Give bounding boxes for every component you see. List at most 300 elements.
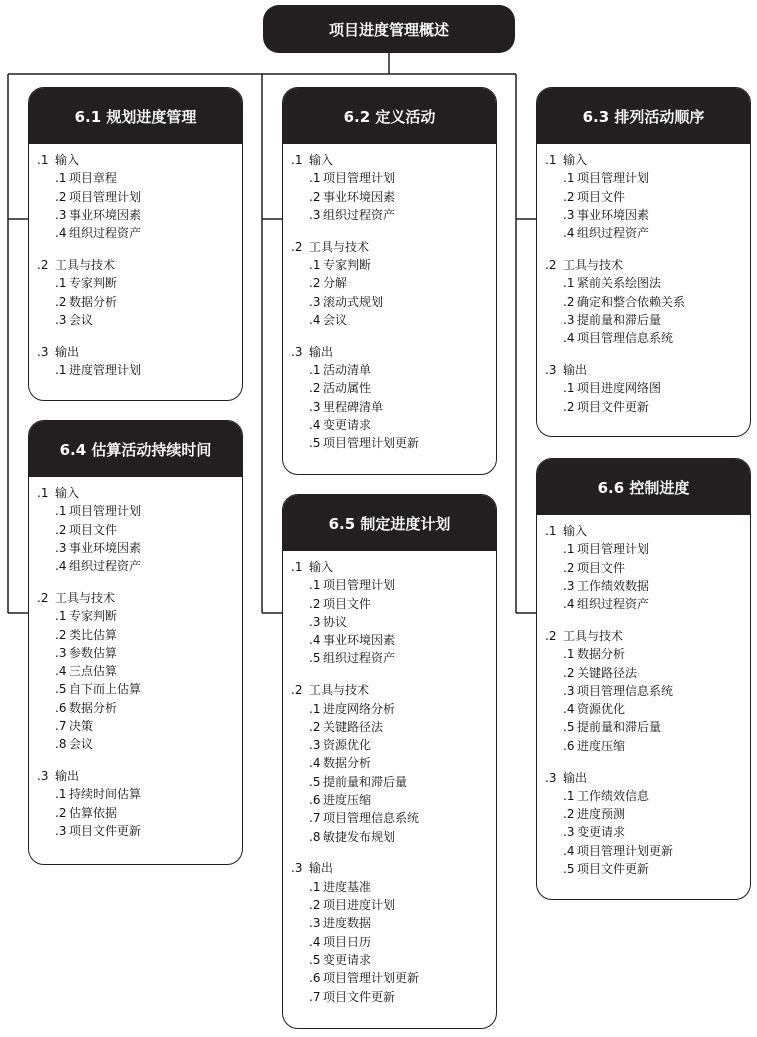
item-number: .6 — [55, 700, 67, 715]
list-item — [37, 274, 242, 292]
section-outputs — [291, 859, 496, 1005]
item-number: .1 — [55, 787, 67, 802]
item-text: 组织过程资产 — [323, 651, 396, 666]
section-name: 输入 — [309, 560, 334, 574]
list-item — [291, 896, 496, 914]
item-text: 项目日历 — [323, 934, 372, 949]
section-title — [545, 256, 750, 274]
list-item — [545, 559, 750, 577]
list-item — [37, 644, 242, 662]
list-item — [291, 878, 496, 896]
section-title — [545, 361, 750, 379]
item-text: 进度网络分析 — [323, 701, 396, 716]
item-number: .2 — [563, 560, 575, 575]
list-item — [291, 416, 496, 434]
item-text: 组织过程资产 — [577, 597, 650, 612]
item-number: .3 — [309, 916, 321, 931]
list-item — [291, 576, 496, 594]
list-item — [37, 293, 242, 311]
item-text: 会议 — [323, 312, 348, 327]
item-number: .2 — [563, 665, 575, 680]
list-item — [291, 613, 496, 631]
list-item — [37, 717, 242, 735]
item-number: .4 — [563, 226, 575, 241]
list-item — [291, 969, 496, 987]
section-number: .2 — [545, 628, 557, 643]
item-text: 项目文件更新 — [323, 989, 396, 1004]
item-number: .2 — [55, 522, 67, 537]
item-text: 参数估算 — [69, 645, 118, 660]
list-item — [545, 224, 750, 242]
list-item — [545, 700, 750, 718]
section-number: .1 — [545, 524, 557, 538]
item-number: .1 — [309, 701, 321, 716]
list-item — [291, 256, 496, 274]
item-number: .2 — [309, 276, 321, 291]
item-text: 分解 — [323, 276, 348, 291]
item-number: .6 — [563, 738, 575, 753]
section-number: .2 — [545, 257, 557, 272]
item-text: 里程碑清单 — [323, 399, 384, 414]
list-item — [545, 664, 750, 682]
process-header — [537, 88, 750, 144]
list-item — [545, 595, 750, 613]
item-text: 持续时间估算 — [69, 787, 142, 802]
process-box-6-4 — [28, 420, 243, 865]
process-box-6-3 — [536, 87, 751, 437]
process-header — [537, 459, 750, 515]
item-number: .6 — [309, 793, 321, 808]
section-name: 工具与技术 — [55, 257, 116, 272]
item-text: 事业环境因素 — [323, 189, 396, 204]
item-number: .7 — [55, 719, 67, 734]
list-item — [545, 206, 750, 224]
item-text: 数据分析 — [577, 647, 626, 662]
list-item — [37, 626, 242, 644]
list-item — [37, 502, 242, 520]
section-name: 输出 — [309, 344, 334, 359]
item-text: 专家判断 — [323, 257, 372, 272]
section-number: .1 — [291, 560, 303, 574]
process-title: 6.3 排列活动顺序 — [582, 107, 705, 126]
section-tools — [545, 256, 750, 347]
list-item — [37, 521, 242, 539]
list-item — [37, 224, 242, 242]
list-item — [37, 188, 242, 206]
list-item — [545, 823, 750, 841]
list-item — [37, 822, 242, 840]
section-title — [291, 151, 496, 169]
item-number: .2 — [55, 294, 67, 309]
section-name: 输入 — [309, 153, 334, 167]
item-number: .1 — [563, 171, 575, 186]
item-number: .2 — [563, 294, 575, 309]
item-text: 进度预测 — [577, 807, 626, 822]
item-text: 活动属性 — [323, 381, 372, 396]
section-name: 输入 — [563, 153, 588, 167]
section-title — [545, 627, 750, 645]
item-text: 组织过程资产 — [323, 207, 396, 222]
item-number: .4 — [563, 843, 575, 858]
list-item — [545, 577, 750, 595]
item-text: 活动清单 — [323, 362, 372, 377]
item-number: .1 — [55, 276, 67, 291]
list-item — [545, 787, 750, 805]
item-text: 项目管理计划 — [69, 504, 142, 519]
item-text: 事业环境因素 — [69, 540, 142, 555]
section-name: 工具与技术 — [309, 683, 370, 698]
item-text: 项目管理计划更新 — [323, 971, 420, 986]
item-text: 确定和整合依赖关系 — [577, 294, 686, 309]
item-number: .2 — [55, 189, 67, 204]
item-number: .2 — [309, 596, 321, 611]
item-text: 组织过程资产 — [69, 559, 142, 574]
process-box-6-1 — [28, 87, 243, 401]
item-number: .5 — [563, 720, 575, 735]
item-number: .3 — [55, 207, 67, 222]
item-number: .4 — [563, 597, 575, 612]
section-outputs — [37, 343, 242, 380]
list-item — [545, 274, 750, 292]
item-text: 项目管理信息系统 — [577, 683, 674, 698]
item-text: 决策 — [69, 719, 94, 734]
list-item — [291, 361, 496, 379]
item-number: .3 — [55, 540, 67, 555]
process-header — [29, 88, 242, 144]
list-item — [37, 311, 242, 329]
section-number: .3 — [291, 344, 303, 359]
item-number: .3 — [55, 312, 67, 327]
process-box-6-5 — [282, 494, 497, 1029]
item-text: 项目文件 — [577, 189, 626, 204]
item-text: 进度基准 — [323, 879, 372, 894]
list-item — [291, 311, 496, 329]
item-number: .2 — [55, 627, 67, 642]
item-number: .3 — [309, 207, 321, 222]
list-item — [545, 718, 750, 736]
section-outputs — [545, 769, 750, 879]
section-title — [37, 343, 242, 361]
item-text: 关键路径法 — [323, 719, 384, 734]
list-item — [37, 206, 242, 224]
list-item — [291, 188, 496, 206]
list-item — [291, 169, 496, 187]
section-number: .2 — [291, 239, 303, 254]
section-number: .1 — [545, 153, 557, 167]
item-text: 会议 — [69, 737, 94, 752]
item-text: 项目文件 — [577, 560, 626, 575]
item-text: 敏捷发布规划 — [323, 829, 396, 844]
item-text: 项目文件更新 — [577, 862, 650, 877]
item-text: 项目管理信息系统 — [577, 331, 674, 346]
section-title — [37, 484, 242, 502]
section-name: 输出 — [563, 362, 588, 377]
section-name: 输出 — [55, 769, 80, 784]
item-text: 项目进度计划 — [323, 898, 396, 913]
item-text: 项目管理计划 — [69, 189, 142, 204]
process-header — [283, 495, 496, 551]
item-number: .4 — [309, 417, 321, 432]
item-text: 数据分析 — [69, 700, 118, 715]
list-item — [37, 539, 242, 557]
item-number: .3 — [309, 294, 321, 309]
item-number: .2 — [55, 805, 67, 820]
item-text: 估算依据 — [69, 805, 118, 820]
item-text: 变更请求 — [577, 825, 626, 840]
item-number: .1 — [309, 578, 321, 593]
item-text: 工作绩效数据 — [577, 578, 650, 593]
list-item — [545, 645, 750, 663]
item-text: 滚动式规划 — [323, 294, 384, 309]
list-item — [37, 169, 242, 187]
item-number: .1 — [563, 381, 575, 396]
section-tools — [291, 681, 496, 846]
section-inputs — [545, 522, 750, 613]
item-number: .3 — [563, 578, 575, 593]
process-title: 6.4 估算活动持续时间 — [59, 440, 212, 459]
process-body — [283, 551, 496, 1006]
item-text: 项目管理计划更新 — [323, 436, 420, 451]
list-item — [545, 398, 750, 416]
item-number: .4 — [309, 633, 321, 648]
section-tools — [37, 589, 242, 754]
item-number: .3 — [309, 738, 321, 753]
item-number: .3 — [563, 312, 575, 327]
item-text: 进度压缩 — [323, 793, 372, 808]
section-title — [545, 151, 750, 169]
item-number: .1 — [309, 257, 321, 272]
list-item — [545, 169, 750, 187]
list-item — [291, 434, 496, 452]
section-number: .3 — [37, 344, 49, 359]
item-text: 项目管理计划 — [577, 542, 650, 557]
item-number: .3 — [55, 645, 67, 660]
list-item — [37, 680, 242, 698]
section-inputs — [291, 558, 496, 668]
item-number: .2 — [563, 399, 575, 414]
section-inputs — [37, 484, 242, 575]
item-text: 项目文件 — [69, 522, 118, 537]
list-item — [291, 595, 496, 613]
process-body — [29, 144, 242, 379]
item-text: 项目管理计划 — [577, 171, 650, 186]
section-number: .1 — [37, 153, 49, 167]
section-tools — [37, 256, 242, 329]
item-number: .5 — [309, 774, 321, 789]
section-name: 输出 — [309, 861, 334, 876]
section-name: 工具与技术 — [563, 257, 624, 272]
item-text: 自下而上估算 — [69, 682, 142, 697]
item-text: 提前量和滞后量 — [323, 774, 408, 789]
process-body — [283, 144, 496, 452]
list-item — [545, 293, 750, 311]
list-item — [291, 293, 496, 311]
process-header — [283, 88, 496, 144]
item-text: 项目文件更新 — [69, 824, 142, 839]
item-number: .8 — [55, 737, 67, 752]
item-text: 项目文件更新 — [577, 399, 650, 414]
list-item — [545, 805, 750, 823]
section-title — [37, 767, 242, 785]
item-number: .1 — [309, 362, 321, 377]
section-name: 输入 — [563, 524, 588, 538]
section-name: 输出 — [55, 344, 80, 359]
list-item — [545, 188, 750, 206]
item-text: 组织过程资产 — [69, 226, 142, 241]
item-number: .4 — [309, 312, 321, 327]
item-text: 项目管理信息系统 — [323, 811, 420, 826]
process-body — [537, 144, 750, 416]
item-text: 专家判断 — [69, 276, 118, 291]
section-title — [37, 589, 242, 607]
list-item — [291, 951, 496, 969]
item-text: 事业环境因素 — [323, 633, 396, 648]
section-title — [291, 343, 496, 361]
item-number: .5 — [309, 651, 321, 666]
item-text: 项目管理计划 — [323, 578, 396, 593]
list-item — [37, 361, 242, 379]
process-header — [29, 421, 242, 477]
item-number: .5 — [309, 436, 321, 451]
list-item — [291, 809, 496, 827]
section-outputs — [545, 361, 750, 416]
list-item — [545, 682, 750, 700]
section-inputs — [37, 151, 242, 242]
section-tools — [291, 238, 496, 329]
item-text: 进度压缩 — [577, 738, 626, 753]
item-number: .1 — [55, 171, 67, 186]
item-text: 项目管理计划 — [323, 171, 396, 186]
root-title: 项目进度管理概述 — [328, 20, 449, 39]
item-number: .4 — [309, 934, 321, 949]
item-number: .3 — [309, 614, 321, 629]
list-item — [37, 557, 242, 575]
list-item — [291, 718, 496, 736]
process-title: 6.1 规划进度管理 — [74, 107, 197, 126]
section-title — [291, 859, 496, 877]
process-title: 6.2 定义活动 — [343, 107, 436, 126]
list-item — [545, 842, 750, 860]
item-number: .2 — [563, 807, 575, 822]
item-text: 资源优化 — [323, 738, 372, 753]
item-number: .3 — [55, 824, 67, 839]
section-number: .3 — [545, 362, 557, 377]
item-text: 进度管理计划 — [69, 362, 142, 377]
item-text: 项目管理计划更新 — [577, 843, 674, 858]
list-item — [291, 736, 496, 754]
item-text: 资源优化 — [577, 702, 626, 717]
section-title — [37, 151, 242, 169]
section-title — [291, 681, 496, 699]
list-item — [291, 754, 496, 772]
item-number: .5 — [309, 952, 321, 967]
list-item — [291, 649, 496, 667]
item-text: 事业环境因素 — [69, 207, 142, 222]
list-item — [291, 206, 496, 224]
item-number: .1 — [309, 879, 321, 894]
item-number: .3 — [309, 399, 321, 414]
list-item — [291, 914, 496, 932]
item-number: .2 — [309, 898, 321, 913]
item-text: 提前量和滞后量 — [577, 312, 662, 327]
item-number: .1 — [563, 276, 575, 291]
item-text: 组织过程资产 — [577, 226, 650, 241]
section-inputs — [291, 151, 496, 224]
item-text: 变更请求 — [323, 952, 372, 967]
item-text: 三点估算 — [69, 664, 118, 679]
item-number: .2 — [309, 381, 321, 396]
list-item — [545, 379, 750, 397]
section-inputs — [545, 151, 750, 242]
list-item — [291, 791, 496, 809]
item-text: 专家判断 — [69, 609, 118, 624]
item-number: .3 — [563, 825, 575, 840]
list-item — [37, 735, 242, 753]
section-name: 工具与技术 — [563, 628, 624, 643]
list-item — [291, 631, 496, 649]
section-title — [545, 769, 750, 787]
section-number: .3 — [37, 769, 49, 784]
item-text: 类比估算 — [69, 627, 118, 642]
list-item — [545, 311, 750, 329]
list-item — [37, 699, 242, 717]
section-outputs — [291, 343, 496, 453]
section-number: .1 — [37, 486, 49, 500]
item-number: .6 — [309, 971, 321, 986]
item-number: .5 — [55, 682, 67, 697]
item-number: .7 — [309, 811, 321, 826]
section-tools — [545, 627, 750, 755]
item-text: 数据分析 — [323, 756, 372, 771]
list-item — [291, 933, 496, 951]
item-text: 项目章程 — [69, 171, 118, 186]
item-number: .1 — [563, 788, 575, 803]
list-item — [291, 379, 496, 397]
item-text: 紧前关系绘图法 — [577, 276, 662, 291]
list-item — [545, 329, 750, 347]
item-number: .3 — [563, 683, 575, 698]
item-number: .8 — [309, 829, 321, 844]
list-item — [291, 988, 496, 1006]
section-name: 输入 — [55, 153, 80, 167]
section-number: .3 — [291, 861, 303, 876]
item-number: .2 — [309, 189, 321, 204]
list-item — [37, 662, 242, 680]
section-number: .2 — [291, 683, 303, 698]
section-outputs — [37, 767, 242, 840]
item-text: 项目进度网络图 — [577, 381, 662, 396]
list-item — [291, 773, 496, 791]
item-number: .2 — [563, 189, 575, 204]
item-number: .4 — [55, 559, 67, 574]
process-title: 6.5 制定进度计划 — [328, 514, 451, 533]
list-item — [545, 540, 750, 558]
process-body — [537, 515, 750, 878]
item-text: 进度数据 — [323, 916, 372, 931]
item-number: .7 — [309, 989, 321, 1004]
item-number: .4 — [55, 226, 67, 241]
section-number: .3 — [545, 770, 557, 785]
item-text: 工作绩效信息 — [577, 788, 650, 803]
item-text: 项目文件 — [323, 596, 372, 611]
item-text: 会议 — [69, 312, 94, 327]
section-name: 输入 — [55, 486, 80, 500]
item-text: 变更请求 — [323, 417, 372, 432]
item-number: .4 — [563, 331, 575, 346]
process-title: 6.6 控制进度 — [597, 478, 690, 497]
section-title — [291, 558, 496, 576]
section-name: 工具与技术 — [55, 590, 116, 605]
